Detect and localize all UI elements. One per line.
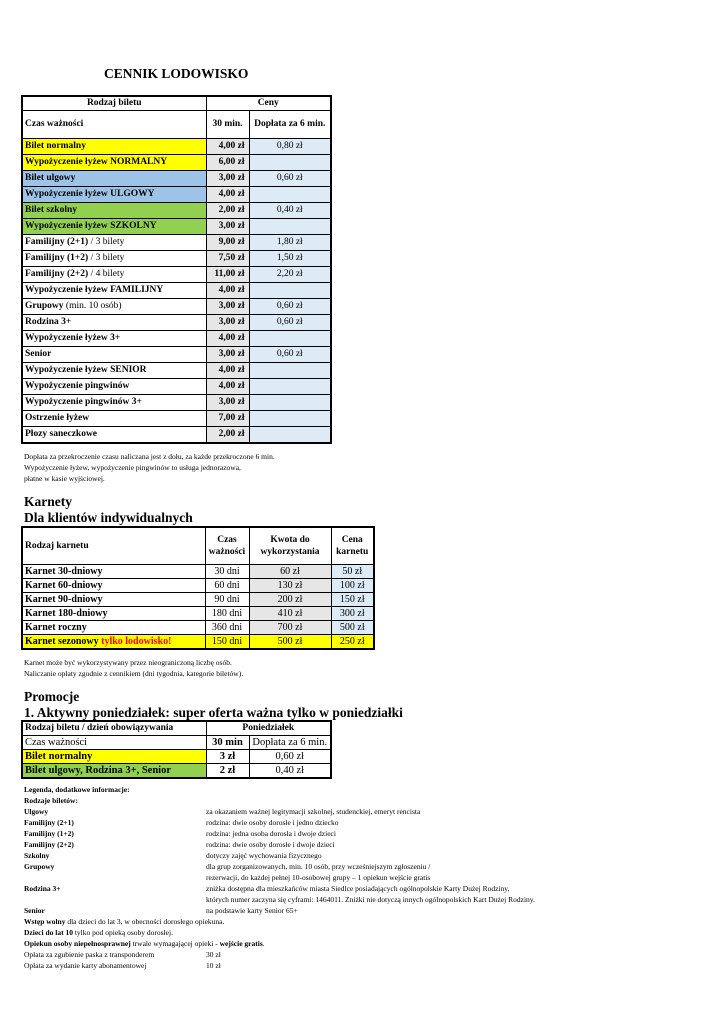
price-row-label: Bilet normalny <box>25 141 86 151</box>
price-row-price: 4,00 zł <box>206 139 249 155</box>
price-row <box>22 315 331 331</box>
promo-row <box>22 764 331 779</box>
price-row <box>22 347 331 363</box>
price-row <box>22 203 331 219</box>
price-row <box>22 251 331 267</box>
col-extra: Dopłata za 6 min. <box>249 111 331 139</box>
col-karnet-price <box>331 527 374 565</box>
price-row-price: 7,50 zł <box>206 251 249 267</box>
legend-value: dotyczy zajęć wychowania fizycznego <box>206 851 322 860</box>
price-row-label: Senior <box>25 349 52 359</box>
legend-value: na podstawie karty Senior 65+ <box>206 906 298 915</box>
price-row-price: 4,00 zł <box>206 187 249 203</box>
price-row-label: Wypożyczenie łyżew SENIOR <box>25 365 147 375</box>
promo-header-type: Rodzaj biletu / dzień obowiązywania <box>22 721 206 736</box>
price-row-price: 9,00 zł <box>206 235 249 251</box>
karnet-row-name <box>22 565 205 579</box>
karnet-row-time: 60 dni <box>205 579 249 593</box>
price-row <box>22 187 331 203</box>
karnet-row-name <box>22 579 205 593</box>
legend-key: Familijny (2+2) <box>24 840 74 849</box>
promo-row-extra: 0,60 zł <box>249 750 331 764</box>
karnet-row-time: 150 dni <box>205 635 249 650</box>
note-line: Wypożyczenie łyżew, wypożyczenie pingwinów to usługa jednorazowa, <box>24 463 241 472</box>
col-karnet-time-1: Czas <box>217 535 237 545</box>
price-row <box>22 411 331 427</box>
legend-children-bold: Dzieci do lat 10 <box>24 928 73 937</box>
price-row <box>22 235 331 251</box>
legend-value: zniżka dostępna dla mieszkańców miasta Siedlce posiadających ogólnopolskie Karty Dużej Rodziny, <box>206 884 510 893</box>
karnet-row <box>22 621 374 635</box>
price-table <box>21 95 332 444</box>
karnet-row-name <box>22 635 205 650</box>
price-row-name <box>22 219 206 235</box>
price-row-extra: 1,80 zł <box>249 235 331 251</box>
legend-free-text: dla dzieci do lat 3, w obecności dorosłego opiekuna. <box>65 917 225 926</box>
karnet-row-name <box>22 593 205 607</box>
price-row <box>22 427 331 444</box>
price-row-name <box>22 331 206 347</box>
price-row-name <box>22 155 206 171</box>
page-title: CENNIK LODOWISKO <box>104 66 249 81</box>
price-row-name <box>22 139 206 155</box>
karnet-row-label: Karnet roczny <box>25 622 87 633</box>
col-karnet-amount-1: Kwota do <box>270 535 310 545</box>
price-row <box>22 267 331 283</box>
karnet-row-name <box>22 621 205 635</box>
note-line: Karnet może być wykorzystywany przez nieograniczoną liczbę osób. <box>24 658 232 667</box>
price-row <box>22 139 331 155</box>
legend-value: za okazaniem ważnej legitymacji szkolnej, studenckiej, emeryt rencista <box>206 807 421 816</box>
karnet-row-amount: 200 zł <box>249 593 331 607</box>
price-row-suffix: / 3 bilety <box>88 237 125 247</box>
legend-caretaker-bold2: wejście gratis <box>219 939 263 948</box>
price-notes <box>24 451 275 484</box>
fee-label: Opłata za wydanie karty abonamentowej <box>24 961 147 970</box>
promo-row-name: Bilet ulgowy, Rodzina 3+, Senior <box>22 764 206 779</box>
price-row-extra: 0,60 zł <box>249 299 331 315</box>
karnet-row-suffix: tylko lodowisko! <box>98 636 172 647</box>
promocje-subheading: 1. Aktywny poniedziałek: super oferta ważna tylko w poniedziałki <box>24 705 403 720</box>
karnet-row-price: 250 zł <box>331 635 374 650</box>
promo-header-day: Poniedziałek <box>206 721 331 736</box>
price-row-extra: 0,60 zł <box>249 347 331 363</box>
karnet-row <box>22 607 374 621</box>
price-row-label: Rodzina 3+ <box>25 317 72 327</box>
price-row-name <box>22 411 206 427</box>
price-row-name <box>22 171 206 187</box>
price-row-extra <box>249 219 331 235</box>
legend-key: Senior <box>24 906 45 915</box>
price-row-name <box>22 203 206 219</box>
price-row-extra <box>249 427 331 444</box>
price-row-label: Wypożyczenie pingwinów <box>25 381 130 391</box>
price-row-extra: 0,40 zł <box>249 203 331 219</box>
price-row-label: Bilet szkolny <box>25 205 77 215</box>
price-row-name <box>22 283 206 299</box>
price-row-extra <box>249 411 331 427</box>
legend-value: których numer zaczyna się cyframi: 1464011. Zniżki nie dotyczą innych ogólnopolskich Kart Dużej Rodziny. <box>206 895 535 904</box>
price-row-price: 4,00 zł <box>206 331 249 347</box>
promo-row <box>22 750 331 764</box>
price-row <box>22 363 331 379</box>
legend-key: Grupowy <box>24 862 55 871</box>
karnety-subheading: Dla klientów indywidualnych <box>24 510 193 525</box>
price-row-extra <box>249 187 331 203</box>
price-row-name <box>22 363 206 379</box>
price-row-price: 2,00 zł <box>206 203 249 219</box>
price-row-label: Płozy saneczkowe <box>25 429 98 439</box>
price-row <box>22 155 331 171</box>
col-30-min: 30 min. <box>206 111 249 139</box>
price-row-price: 6,00 zł <box>206 155 249 171</box>
price-row-extra <box>249 363 331 379</box>
promo-col-30: 30 min <box>206 736 249 750</box>
legend-value: dla grup zorganizowanych, min. 10 osób, przy wcześniejszym zgłoszeniu / <box>206 862 431 871</box>
col-karnet-time-2: ważności <box>208 547 246 557</box>
legend-key: Familijny (1+2) <box>24 829 74 838</box>
price-row-extra: 0,60 zł <box>249 315 331 331</box>
karnet-row-time: 90 dni <box>205 593 249 607</box>
karnet-row-price: 150 zł <box>331 593 374 607</box>
karnet-row-price: 500 zł <box>331 621 374 635</box>
price-row-label: Wypożyczenie łyżew ULGOWY <box>25 189 155 199</box>
karnet-row-time: 30 dni <box>205 565 249 579</box>
karnet-row-price: 300 zł <box>331 607 374 621</box>
price-row-extra <box>249 155 331 171</box>
karnety-heading: Karnety <box>24 494 72 509</box>
price-row-price: 3,00 zł <box>206 171 249 187</box>
legend-value: rodzina: jedna osoba dorosła i dwoje dzieci <box>206 829 336 838</box>
karnet-row-amount: 700 zł <box>249 621 331 635</box>
promo-col-extra: Dopłata za 6 min. <box>249 736 331 750</box>
header-prices: Ceny <box>206 96 331 111</box>
price-row-label: Familijny (1+2) <box>25 253 89 263</box>
col-karnet-price-2: karnetu <box>336 547 369 557</box>
legend-value: rezerwacji, do każdej pełnej 10-osobowej grupy – 1 opiekun wejście gratis <box>206 873 431 882</box>
legend-line-free-entry <box>24 916 224 927</box>
price-row-label: Familijny (2+2) <box>25 269 89 279</box>
legend-value: rodzina: dwie osoby dorosłe i dwoje dzieci <box>206 840 335 849</box>
price-row-label: Ostrzenie łyżew <box>25 413 90 423</box>
legend-line-caretaker <box>24 938 265 949</box>
price-row-price: 3,00 zł <box>206 219 249 235</box>
price-row-name <box>22 347 206 363</box>
legend-key: Familijny (2+1) <box>24 818 74 827</box>
price-row-extra <box>249 331 331 347</box>
price-row-label: Wypożyczenie łyżew SZKOLNY <box>25 221 157 231</box>
promo-row-price: 2 zł <box>206 764 249 779</box>
karnet-row <box>22 579 374 593</box>
price-row-price: 3,00 zł <box>206 315 249 331</box>
price-row-name <box>22 395 206 411</box>
price-row-price: 4,00 zł <box>206 363 249 379</box>
karnety-table <box>21 526 375 650</box>
karnet-row-label: Karnet 30-dniowy <box>25 566 103 577</box>
price-row-price: 11,00 zł <box>206 267 249 283</box>
karnety-notes <box>24 657 243 679</box>
karnet-row-amount: 130 zł <box>249 579 331 593</box>
price-row <box>22 395 331 411</box>
price-row <box>22 171 331 187</box>
karnet-row-price: 50 zł <box>331 565 374 579</box>
legend-key: Ulgowy <box>24 807 49 816</box>
col-karnet-amount-2: wykorzystania <box>260 547 320 557</box>
price-row-suffix: / 4 bilety <box>88 269 125 279</box>
fee-value: 10 zł <box>206 961 221 970</box>
karnet-row-time: 180 dni <box>205 607 249 621</box>
col-validity: Czas ważności <box>22 111 206 139</box>
karnet-row-time: 360 dni <box>205 621 249 635</box>
price-row-label: Wypożyczenie pingwinów 3+ <box>25 397 142 407</box>
karnet-row-amount: 410 zł <box>249 607 331 621</box>
price-row-suffix: (min. 10 osób) <box>63 301 122 311</box>
col-karnet-type: Rodzaj karnetu <box>22 527 205 565</box>
legend-caretaker-bold: Opiekun osoby niepełnosprawnej <box>24 939 131 948</box>
promo-row-name: Bilet normalny <box>22 750 206 764</box>
legend-title: Legenda, dodatkowe informacje: <box>24 785 130 794</box>
col-karnet-amount <box>249 527 331 565</box>
price-row-price: 3,00 zł <box>206 347 249 363</box>
header-ticket-type: Rodzaj biletu <box>22 96 206 111</box>
price-row-extra <box>249 379 331 395</box>
karnet-row-label: Karnet sezonowy <box>25 636 99 647</box>
price-row-name <box>22 315 206 331</box>
fee-label: Opłata za zgubienie paska z transponderem <box>24 950 155 959</box>
legend-free-bold: Wstęp wolny <box>24 917 66 926</box>
price-row-label: Familijny (2+1) <box>25 237 89 247</box>
price-row-label: Wypożyczenie łyżew FAMILIJNY <box>25 285 164 295</box>
price-row-extra <box>249 283 331 299</box>
price-row-extra: 0,60 zł <box>249 171 331 187</box>
fee-value: 30 zł <box>206 950 221 959</box>
legend-value: rodzina: dwie osoby dorosłe i jedno dziecko <box>206 818 339 827</box>
legend-children-text: tylko pod opieką osoby dorosłej. <box>72 928 173 937</box>
price-row-name <box>22 427 206 444</box>
karnet-row <box>22 593 374 607</box>
karnet-row-price: 100 zł <box>331 579 374 593</box>
price-row-name <box>22 235 206 251</box>
price-row-extra: 2,20 zł <box>249 267 331 283</box>
price-row-extra <box>249 395 331 411</box>
price-row <box>22 299 331 315</box>
price-row-extra: 1,50 zł <box>249 251 331 267</box>
price-row-price: 4,00 zł <box>206 379 249 395</box>
karnet-row-name <box>22 607 205 621</box>
price-row <box>22 379 331 395</box>
legend-key: Rodzina 3+ <box>24 884 61 893</box>
note-line: płatne w kasie wyjściowej. <box>24 474 105 483</box>
promo-col-validity: Czas ważności <box>22 736 206 750</box>
karnet-row-label: Karnet 60-dniowy <box>25 580 103 591</box>
price-row-suffix: / 3 bilety <box>88 253 125 263</box>
note-line: Naliczanie opłaty zgodnie z cennikiem (dni tygodnia, kategorie biletów). <box>24 669 244 678</box>
col-karnet-price-1: Cena <box>341 535 363 545</box>
price-row-label: Grupowy <box>25 301 64 311</box>
price-row-label: Bilet ulgowy <box>25 173 76 183</box>
price-row-price: 4,00 zł <box>206 283 249 299</box>
price-row <box>22 283 331 299</box>
karnet-row-label: Karnet 90-dniowy <box>25 594 103 605</box>
price-row-name <box>22 379 206 395</box>
price-row-price: 3,00 zł <box>206 299 249 315</box>
price-row-extra: 0,80 zł <box>249 139 331 155</box>
legend-caretaker-end: . <box>262 939 265 948</box>
price-row-label: Wypożyczenie łyżew NORMALNY <box>25 157 168 167</box>
price-row-name <box>22 299 206 315</box>
karnet-row-label: Karnet 180-dniowy <box>25 608 108 619</box>
note-line: Dopłata za przekroczenie czasu naliczana jest z dołu, za każde przekroczone 6 min. <box>24 452 275 461</box>
karnet-row <box>22 565 374 579</box>
price-row-price: 2,00 zł <box>206 427 249 444</box>
legend <box>24 784 704 974</box>
price-row <box>22 219 331 235</box>
promo-table <box>21 720 332 779</box>
price-row-name <box>22 267 206 283</box>
promo-row-price: 3 zł <box>206 750 249 764</box>
price-row-name <box>22 187 206 203</box>
karnet-row-amount: 500 zł <box>249 635 331 650</box>
legend-types-title: Rodzaje biletów: <box>24 796 78 805</box>
karnet-row-amount: 60 zł <box>249 565 331 579</box>
promocje-heading: Promocje <box>24 689 80 704</box>
price-row-name <box>22 251 206 267</box>
legend-caretaker-text: trwale wymagającej opieki - <box>130 939 220 948</box>
price-row-label: Wypożyczenie łyżew 3+ <box>25 333 121 343</box>
price-row-price: 7,00 zł <box>206 411 249 427</box>
legend-key: Szkolny <box>24 851 50 860</box>
price-row <box>22 331 331 347</box>
price-row-price: 3,00 zł <box>206 395 249 411</box>
legend-line-children <box>24 927 173 938</box>
karnet-row <box>22 635 374 650</box>
promo-row-extra: 0,40 zł <box>249 764 331 779</box>
col-karnet-time <box>205 527 249 565</box>
